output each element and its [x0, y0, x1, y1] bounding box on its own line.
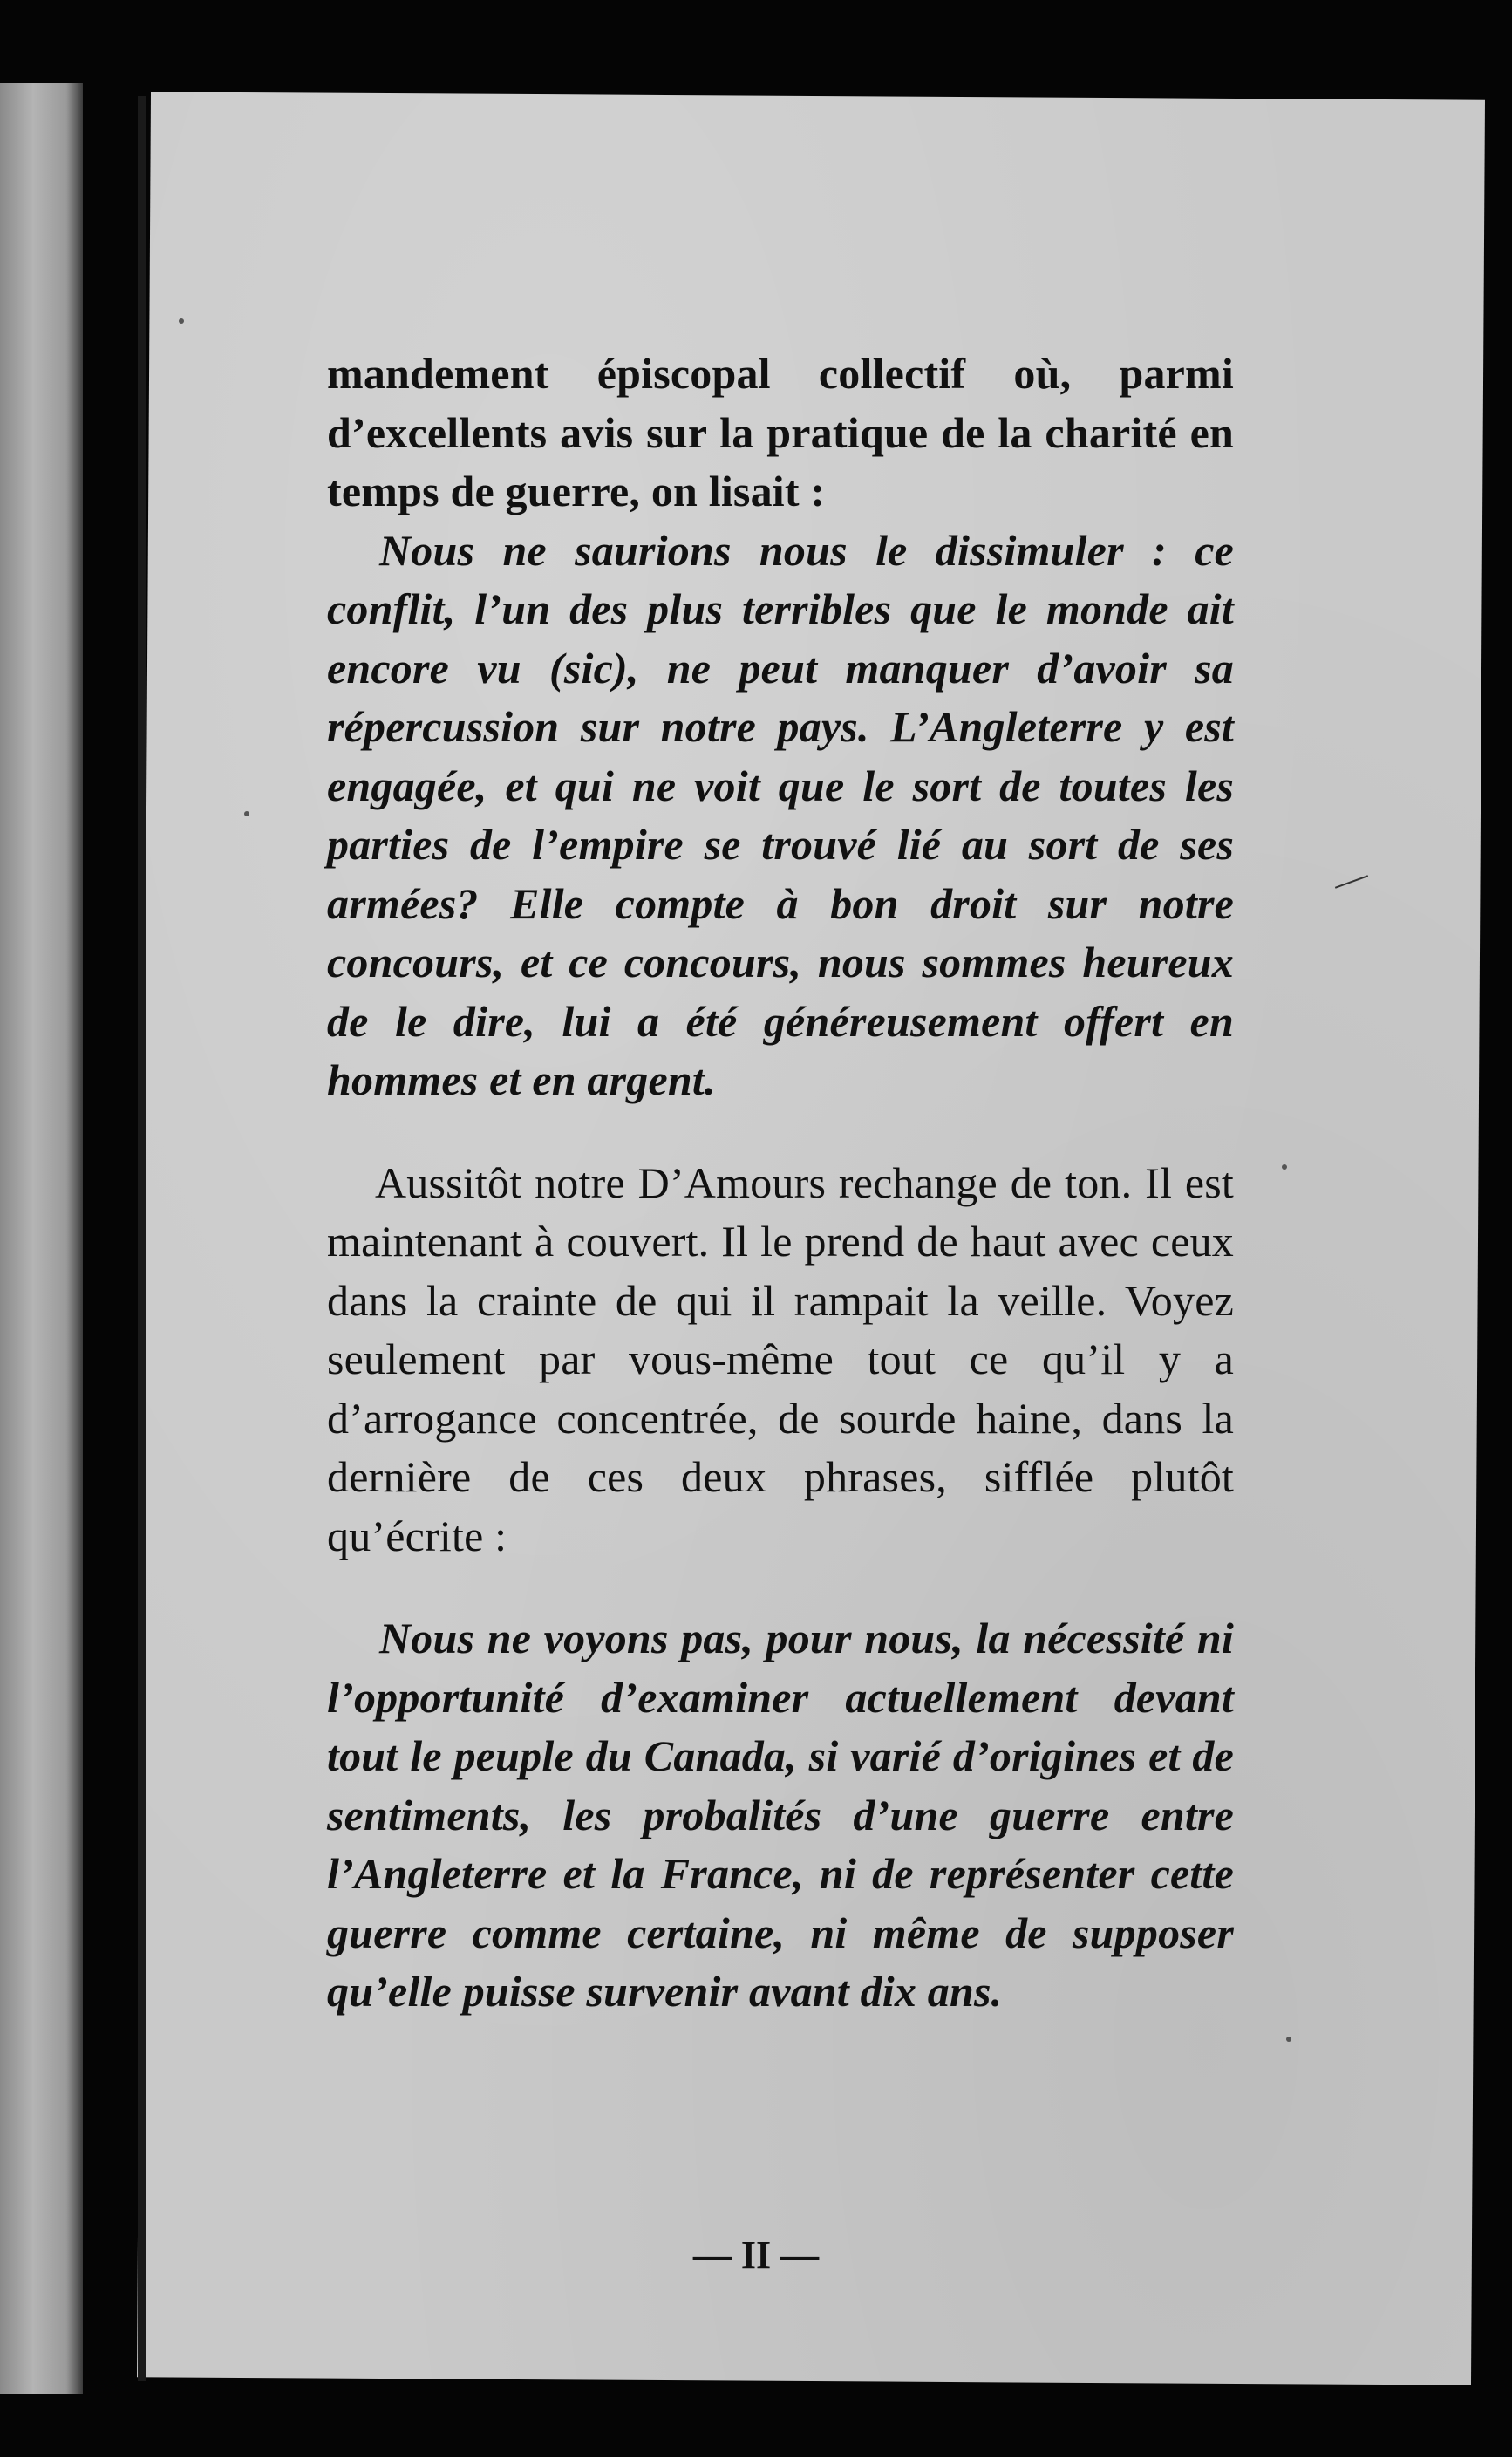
paragraph-quote-2: Nous ne voyons pas, pour nous, la nécessité ni l’opportunité d’examiner actuellement devant tout le peuple du Canada, si varié d’origines et de sentiments, les probalités d’une guerre entre l’Angleterre et la France, ni de représenter cette guerre comme certaine, ni même de supposer qu’elle puisse survenir avant dix ans. — [327, 1614, 1234, 2016]
paragraph-continuation: mandement épiscopal collectif où, parmi d’excellents avis sur la pratique de la charité en temps de guerre, on lisait : — [327, 349, 1234, 515]
facing-page-edge — [0, 83, 83, 2394]
scan-speck — [179, 318, 184, 324]
page-gutter — [138, 96, 146, 2381]
scan-speck — [244, 811, 249, 816]
page-number: — II — — [692, 2234, 820, 2276]
scan-speck — [1286, 2037, 1291, 2042]
scan-speck — [1282, 1164, 1287, 1170]
page-text — [327, 345, 1234, 2022]
paragraph-commentary: Aussitôt notre D’Amours rechange de ton. Il est maintenant à couvert. Il le prend de haut avec ceux dans la crainte de qui il rampait la veille. Voyez seulement par vous-même tout ce qu’il y a d’arrogance concentrée, de sourde haine, dans la dernière de ces deux phrases, sifflée plutôt qu’écrite : — [327, 1157, 1234, 1560]
paragraph-quote-1: Nous ne saurions nous le dissimuler : ce conflit, l’un des plus terribles que le monde ait encore vu (sic), ne peut manquer d’avoir sa répercussion sur notre pays. L’Angleterre y est engagée, et qui ne voit que le sort de toutes les parties de l’empire se trouvé lié au sort de ses armées? Elle compte à bon droit sur notre concours, et ce concours, nous sommes heureux de le dire, lui a été généreusement offert en hommes et en argent. — [327, 525, 1234, 1104]
